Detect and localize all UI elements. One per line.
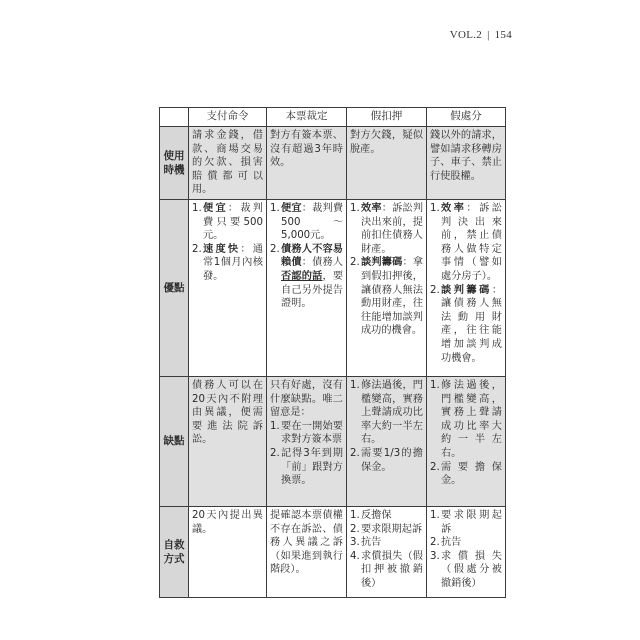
- pros-provisional-injunction: [427, 199, 506, 376]
- list-item: 2. 抗告: [430, 537, 462, 549]
- header-row: [160, 108, 506, 127]
- page-number: 154: [494, 29, 512, 41]
- list-item: 3. 抗告: [350, 537, 382, 549]
- header-payment-order: 支付命令: [189, 108, 267, 127]
- list-item: 1. 便宜：裁判費 500 ～ 5,000元。: [270, 202, 344, 242]
- list-item: 1. 修法過後，門檻變高，實務上聲請成功比率大約一半左右。: [430, 379, 502, 459]
- list-item: 2. 需要1/3的擔保金。: [350, 447, 423, 473]
- list-item: 2. 要求限期起訴: [350, 523, 423, 535]
- list-item: 2. 記得3年到期「前」跟對方換票。: [270, 447, 343, 487]
- list-item: 1. 反擔保: [350, 509, 392, 521]
- pros-provisional-attachment: [347, 199, 427, 376]
- row-label-pros: 優點: [160, 199, 189, 376]
- usage-promissory-ruling: 對方有簽本票、沒有超過3年時效。: [267, 127, 347, 200]
- pros-promissory-ruling: [267, 199, 347, 376]
- list-item: 2. 債務人不容易賴債：債務人否認的話，要自己另外提告證明。: [270, 243, 344, 310]
- list-item: 1. 便宜：裁判費只要500元。: [192, 202, 263, 242]
- list-item: 3. 求償損失（假處分被撤銷後）: [430, 550, 502, 589]
- cons-provisional-attachment: [347, 376, 427, 506]
- remedy-provisional-injunction: [427, 506, 506, 597]
- header-promissory-ruling: 本票裁定: [267, 108, 347, 127]
- list-item: 1. 效率：訴訟判決出來前，禁止債務人做特定事情（譬如處分房子）。: [430, 202, 502, 282]
- list-item: 2. 需要擔保金。: [430, 461, 502, 487]
- emphasis-text: 否認的話: [281, 270, 323, 282]
- list-item: 1. 效率：訴訟判決出來前，提前扣住債務人財產。: [350, 202, 424, 255]
- row-usage: [160, 127, 506, 200]
- cons-provisional-injunction: [427, 376, 506, 506]
- pros-payment-order: [189, 199, 267, 376]
- list-item: 1. 修法過後，門檻變高，實務上聲請成功比率大約一半左右。: [350, 379, 423, 446]
- row-pros: [160, 199, 506, 376]
- volume-label: VOL.2: [449, 29, 483, 41]
- list-item: 4. 求償損失（假扣押被撤銷後）: [350, 550, 423, 589]
- usage-payment-order: 請求金錢，借款、商場交易的欠款、損害賠償都可以用。: [189, 127, 267, 200]
- list-item: 2. 速度快：通常1個月內核發。: [192, 243, 263, 282]
- cons-intro: 只有好處，沒有什麼缺點。唯二留意是：: [270, 379, 343, 419]
- header-provisional-injunction: 假處分: [427, 108, 506, 127]
- cons-payment-order: 債務人可以在20天內不附理由異議，便需要進法院訴訟。: [189, 376, 267, 506]
- comparison-table: [159, 107, 506, 598]
- header-provisional-attachment: 假扣押: [347, 108, 427, 127]
- list-item: 1. 要在一開始要求對方簽本票: [270, 420, 343, 446]
- list-item: 1. 要求限期起訴: [430, 509, 502, 535]
- row-label-cons: 缺點: [160, 376, 189, 506]
- usage-provisional-injunction: 錢以外的請求，譬如請求移轉房子、車子、禁止行使股權。: [427, 127, 506, 200]
- remedy-provisional-attachment: [347, 506, 427, 597]
- remedy-payment-order: 20天內提出異議。: [189, 506, 267, 597]
- remedy-promissory-ruling: 提確認本票債權不存在訴訟、債務人異議之訴（如果進到執行階段）。: [267, 506, 347, 597]
- separator: |: [487, 29, 490, 41]
- corner-cell: [160, 108, 189, 127]
- list-item: 2. 談判籌碼：讓債務人無法動用財產，往往能增加談判成功機會。: [430, 284, 502, 364]
- running-head: [450, 29, 512, 41]
- list-item: 2. 談判籌碼：拿到假扣押後，讓債務人無法動用財產，往往能增加談判成功的機會。: [350, 257, 424, 337]
- row-remedy: [160, 506, 506, 597]
- row-label-usage: 使用時機: [160, 127, 189, 200]
- row-cons: [160, 376, 506, 506]
- usage-provisional-attachment: 對方欠錢，疑似脫產。: [347, 127, 427, 200]
- cons-promissory-ruling: [267, 376, 347, 506]
- row-label-remedy: 自救方式: [160, 506, 189, 597]
